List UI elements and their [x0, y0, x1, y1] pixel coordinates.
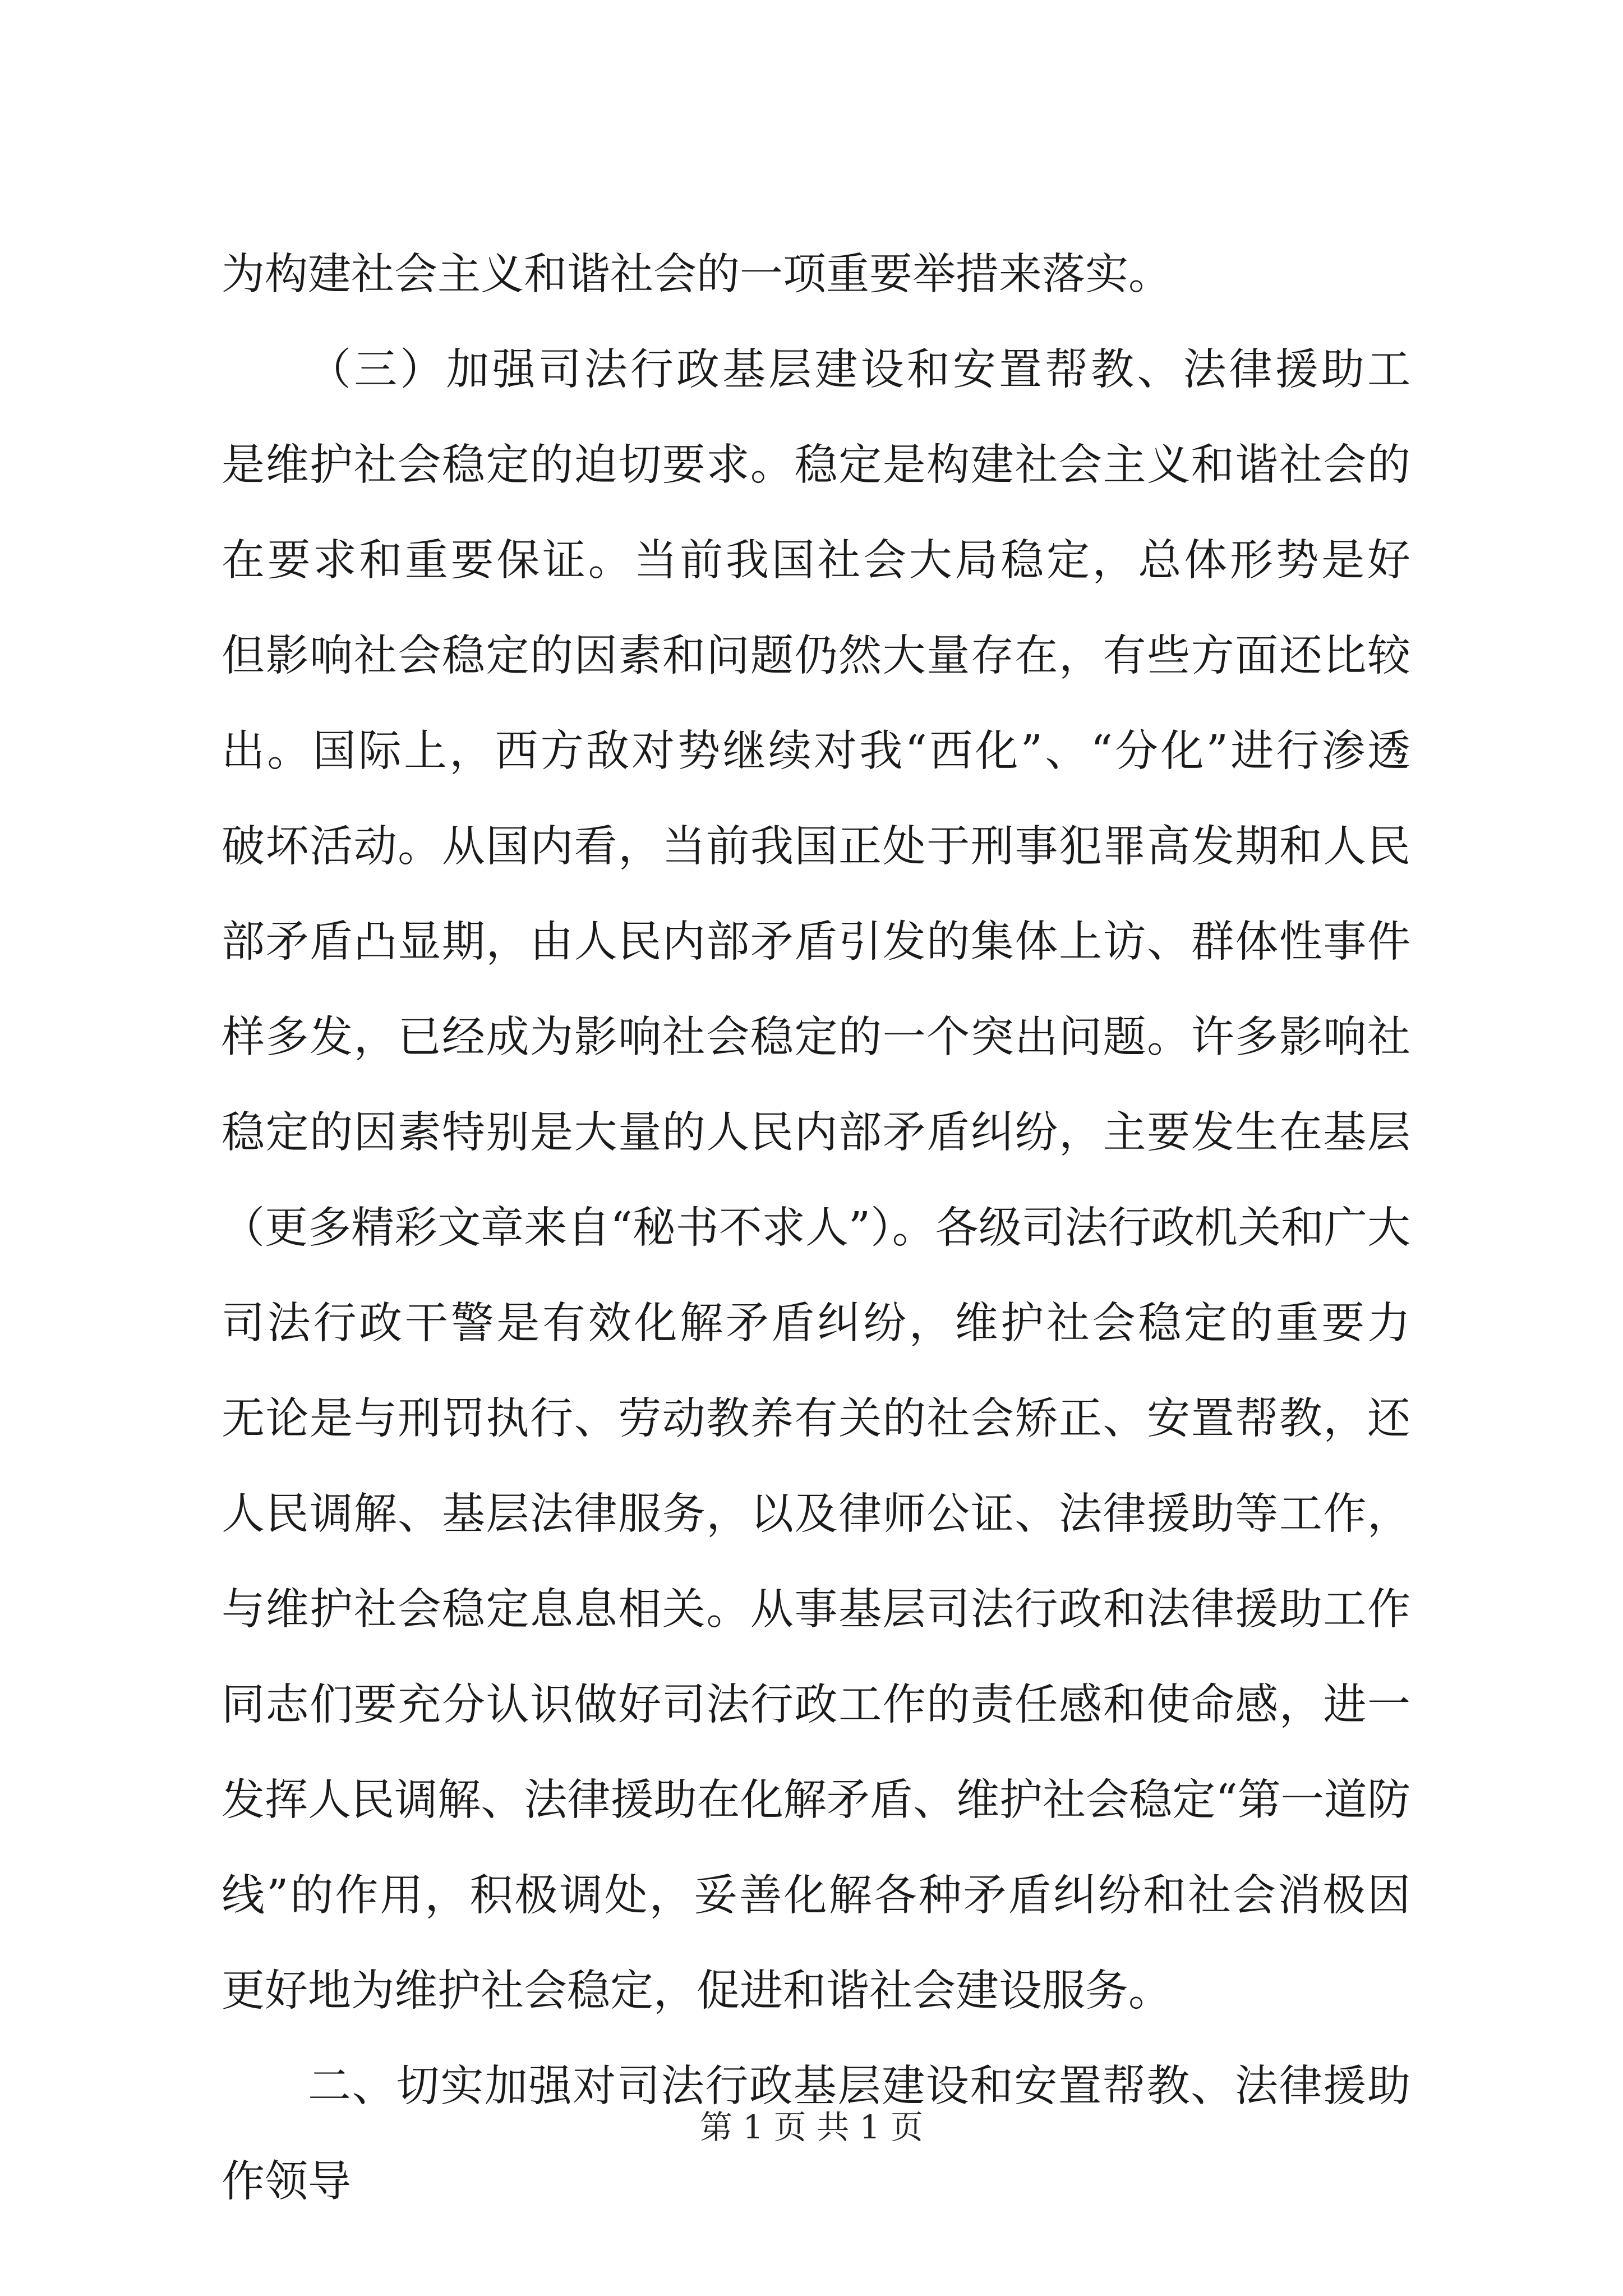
paragraph-line: 与维护社会稳定息息相关。从事基层司法行政和法律援助工作 [222, 1585, 1410, 1635]
paragraph-line: 人民调解、基层法律服务，以及律师公证、法律援助等工作， [222, 1489, 1410, 1539]
paragraph-line: （更多精彩文章来自“秘书不求人”）。各级司法行政机关和广大 [222, 1203, 1410, 1253]
paragraph-line: 在要求和重要保证。当前我国社会大局稳定，总体形势是好 [222, 536, 1410, 586]
paragraph-line: 出。国际上，西方敌对势继续对我“西化”、“分化”进行渗透 [222, 726, 1410, 776]
paragraph-line: 样多发，已经成为影响社会稳定的一个突出问题。许多影响社 [222, 1013, 1410, 1062]
paragraph-line: 线”的作用，积极调处，妥善化解各种矛盾纠纷和社会消极因 [222, 1871, 1410, 1921]
paragraph-line: 发挥人民调解、法律援助在化解矛盾、维护社会稳定“第一道防 [222, 1775, 1410, 1825]
paragraph-line: 同志们要充分认识做好司法行政工作的责任感和使命感，进一 [222, 1680, 1410, 1730]
paragraph-line: 但影响社会稳定的因素和问题仍然大量存在，有些方面还比较 [222, 631, 1410, 681]
paragraph-line: 为构建社会主义和谐社会的一项重要举措来落实。 [222, 250, 1172, 300]
paragraph-line: 司法行政干警是有效化解矛盾纠纷，维护社会稳定的重要力 [222, 1299, 1410, 1349]
document-body [222, 227, 1410, 2230]
paragraph-line: 更好地为维护社会稳定，促进和谐社会建设服务。 [222, 1966, 1172, 2016]
paragraph-line: 部矛盾凸显期，由人民内部矛盾引发的集体上访、群体性事件 [222, 917, 1410, 967]
page-footer: 第 1 页 共 1 页 [700, 2108, 923, 2146]
paragraph-line: 是维护社会稳定的迫切要求。稳定是构建社会主义和谐社会的 [222, 440, 1410, 490]
paragraph-line: （三）加强司法行政基层建设和安置帮教、法律援助工 [308, 345, 1410, 395]
paragraph-line: 破坏活动。从国内看，当前我国正处于刑事犯罪高发期和人民 [222, 822, 1410, 872]
section-heading-line: 二、切实加强对司法行政基层建设和安置帮教、法律援助 [308, 2062, 1410, 2111]
paragraph-line: 稳定的因素特别是大量的人民内部矛盾纠纷，主要发生在基层 [222, 1108, 1410, 1158]
paragraph-line: 无论是与刑罚执行、劳动教养有关的社会矫正、安置帮教，还 [222, 1394, 1410, 1444]
section-heading-line: 作领导 [222, 2157, 351, 2207]
